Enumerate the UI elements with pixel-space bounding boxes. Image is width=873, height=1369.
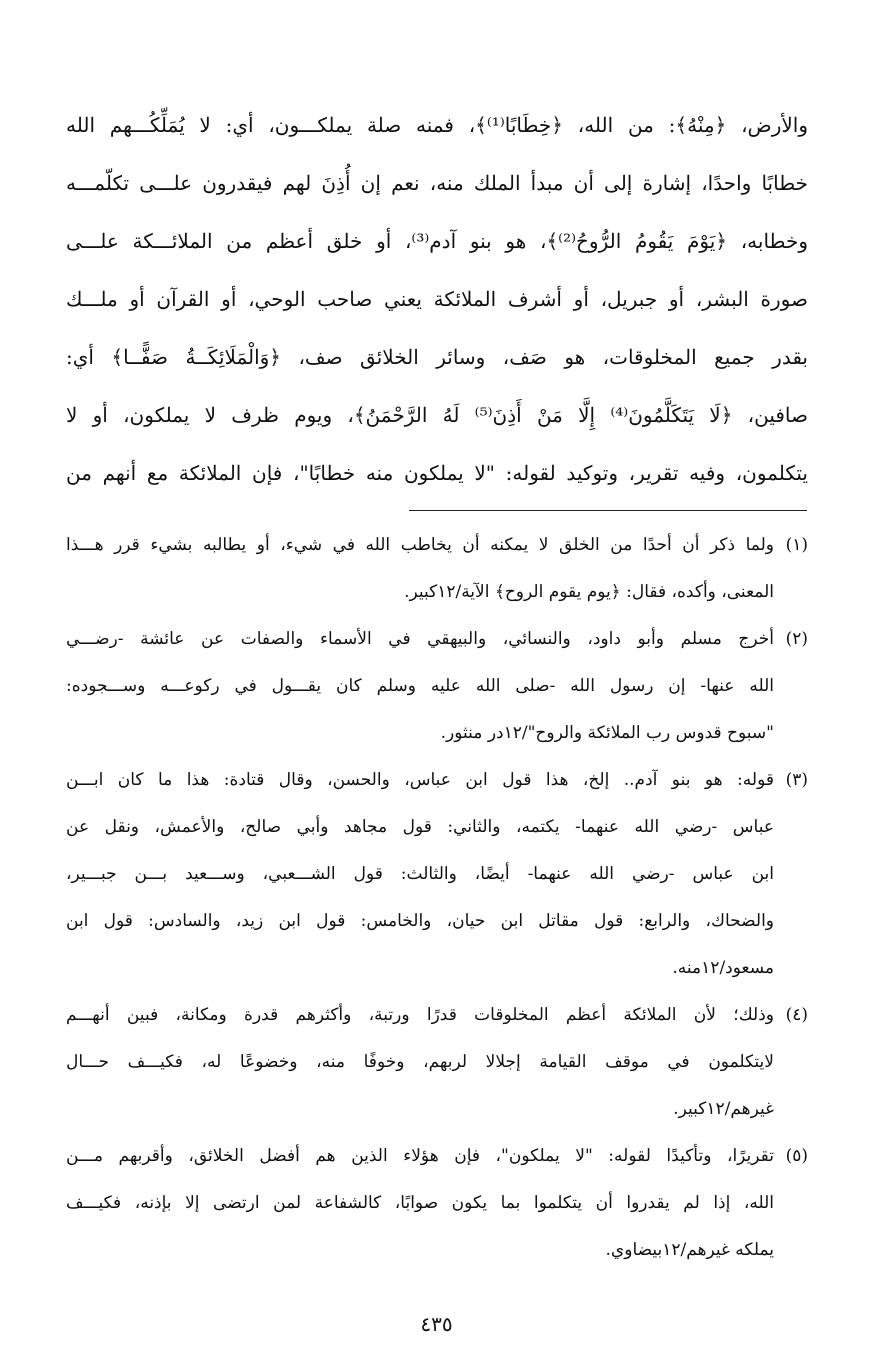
body-line: وخطابه، ﴿يَوْمَ يَقُومُ الرُّوحُ⁽²⁾﴾، هو بنو آدم⁽³⁾، أو خلق أعظم من الملائـــكة علـــى xyxy=(66,229,808,253)
footnote-2 xyxy=(66,616,808,757)
body-line: بقدر جميع المخلوقات، هو صَف، وسائر الخلائق صف، ﴿وَالْمَلَائِكَــةُ صَفًّــا﴾ أي: xyxy=(66,345,808,369)
footnote-4 xyxy=(66,992,808,1133)
footnote-line: غيرهم/١٢كبير. xyxy=(673,1099,774,1119)
footnote-line: تقريرًا، وتأكيدًا لقوله: "لا يملكون"، فإن هؤلاء الذين هم أفضل الخلائق، وأقربهم مـــن xyxy=(66,1146,774,1166)
page-number: ٤٣٥ xyxy=(420,1312,453,1336)
footnote-line: الله، إذا لم يقدروا أن يتكلموا بما يكون صوابًا، كالشفاعة لمن ارتضى إلا بإذنه، فكيـــف xyxy=(66,1193,774,1213)
footnote-line: ابن عباس -رضي الله عنهما- أيضًا، والثالث: قول الشـــعبي، وســـعيد بـــن جبـــير، xyxy=(66,864,774,884)
footnote-number: (١) xyxy=(785,535,808,555)
footnote-line: المعنى، وأكده، فقال: ﴿يوم يقوم الروح﴾ الآية/١٢كبير. xyxy=(404,582,774,602)
footnote-line: ولما ذكر أن أحدًا من الخلق لا يمكنه أن يخاطب الله في شيء، أو يطالبه بشيء قرر هـــذا xyxy=(66,535,774,555)
footnote-line: يملكه غيرهم/١٢بيضاوي. xyxy=(605,1240,774,1260)
footnote-line: عباس -رضي الله عنهما- يكتمه، والثاني: قول مجاهد وأبي صالح، والأعمش، ونقل عن xyxy=(66,817,774,837)
footnote-line: والضحاك، والرابع: قول مقاتل ابن حيان، والخامس: قول ابن زيد، والسادس: قول ابن xyxy=(66,911,774,931)
footnote-line: قوله: هو بنو آدم.. إلخ، هذا قول ابن عباس، والحسن، وقال قتادة: هذا ما كان ابـــن xyxy=(66,770,774,790)
body-line: خطابًا واحدًا، إشارة إلى أن مبدأ الملك منه، نعم إن أُذِنَ لهم فيقدرون علـــى تكلّمـــه xyxy=(66,171,808,195)
footnote-divider xyxy=(409,510,807,511)
footnotes xyxy=(66,522,808,1274)
body-line: يتكلمون، وفيه تقرير، وتوكيد لقوله: "لا يملكون منه خطابًا"، فإن الملائكة مع أنهم من xyxy=(66,461,808,485)
footnote-number: (٥) xyxy=(785,1146,808,1166)
footnote-line: أخرج مسلم وأبو داود، والنسائي، والبيهقي في الأسماء والصفات عن عائشة -رضـــي xyxy=(66,629,774,649)
footnote-line: وذلك؛ لأن الملائكة أعظم المخلوقات قدرًا ورتبة، وأكثرهم قدرة ومكانة، فبين أنهـــم xyxy=(66,1005,774,1025)
footnote-number: (٣) xyxy=(785,770,808,790)
footnote-number: (٤) xyxy=(785,1005,808,1025)
main-text xyxy=(66,96,808,502)
footnote-1 xyxy=(66,522,808,616)
footnote-5 xyxy=(66,1133,808,1274)
body-line: والأرض، ﴿مِنْهُ﴾: من الله، ﴿خِطَابًا⁽¹⁾﴾، فمنه صلة يملكـــون، أي: لا يُمَلِّكُـــهم الله xyxy=(66,113,808,137)
footnote-line: الله عنها- إن رسول الله -صلى الله عليه وسلم كان يقـــول في ركوعـــه وســـجوده: xyxy=(66,676,774,696)
footnote-line: "سبوح قدوس رب الملائكة والروح"/١٢در منثور. xyxy=(440,723,774,743)
footnote-line: لايتكلمون في موقف القيامة إجلالا لربهم، وخوفًا منه، وخضوعًا له، فكيـــف حـــال xyxy=(66,1052,774,1072)
footnote-3 xyxy=(66,757,808,992)
footnote-line: مسعود/١٢منه. xyxy=(672,958,774,978)
body-line: صافين، ﴿لَا يَتَكَلَّمُونَ⁽⁴⁾ إِلَّا مَنْ أَذِنَ⁽⁵⁾ لَهُ الرَّحْمَنُ﴾، ويوم ظرف لا يملكون، أو لا xyxy=(66,403,808,427)
body-line: صورة البشر، أو جبريل، أو أشرف الملائكة يعني صاحب الوحي، أو القرآن أو ملـــك xyxy=(66,287,808,311)
footnote-number: (٢) xyxy=(785,629,808,649)
